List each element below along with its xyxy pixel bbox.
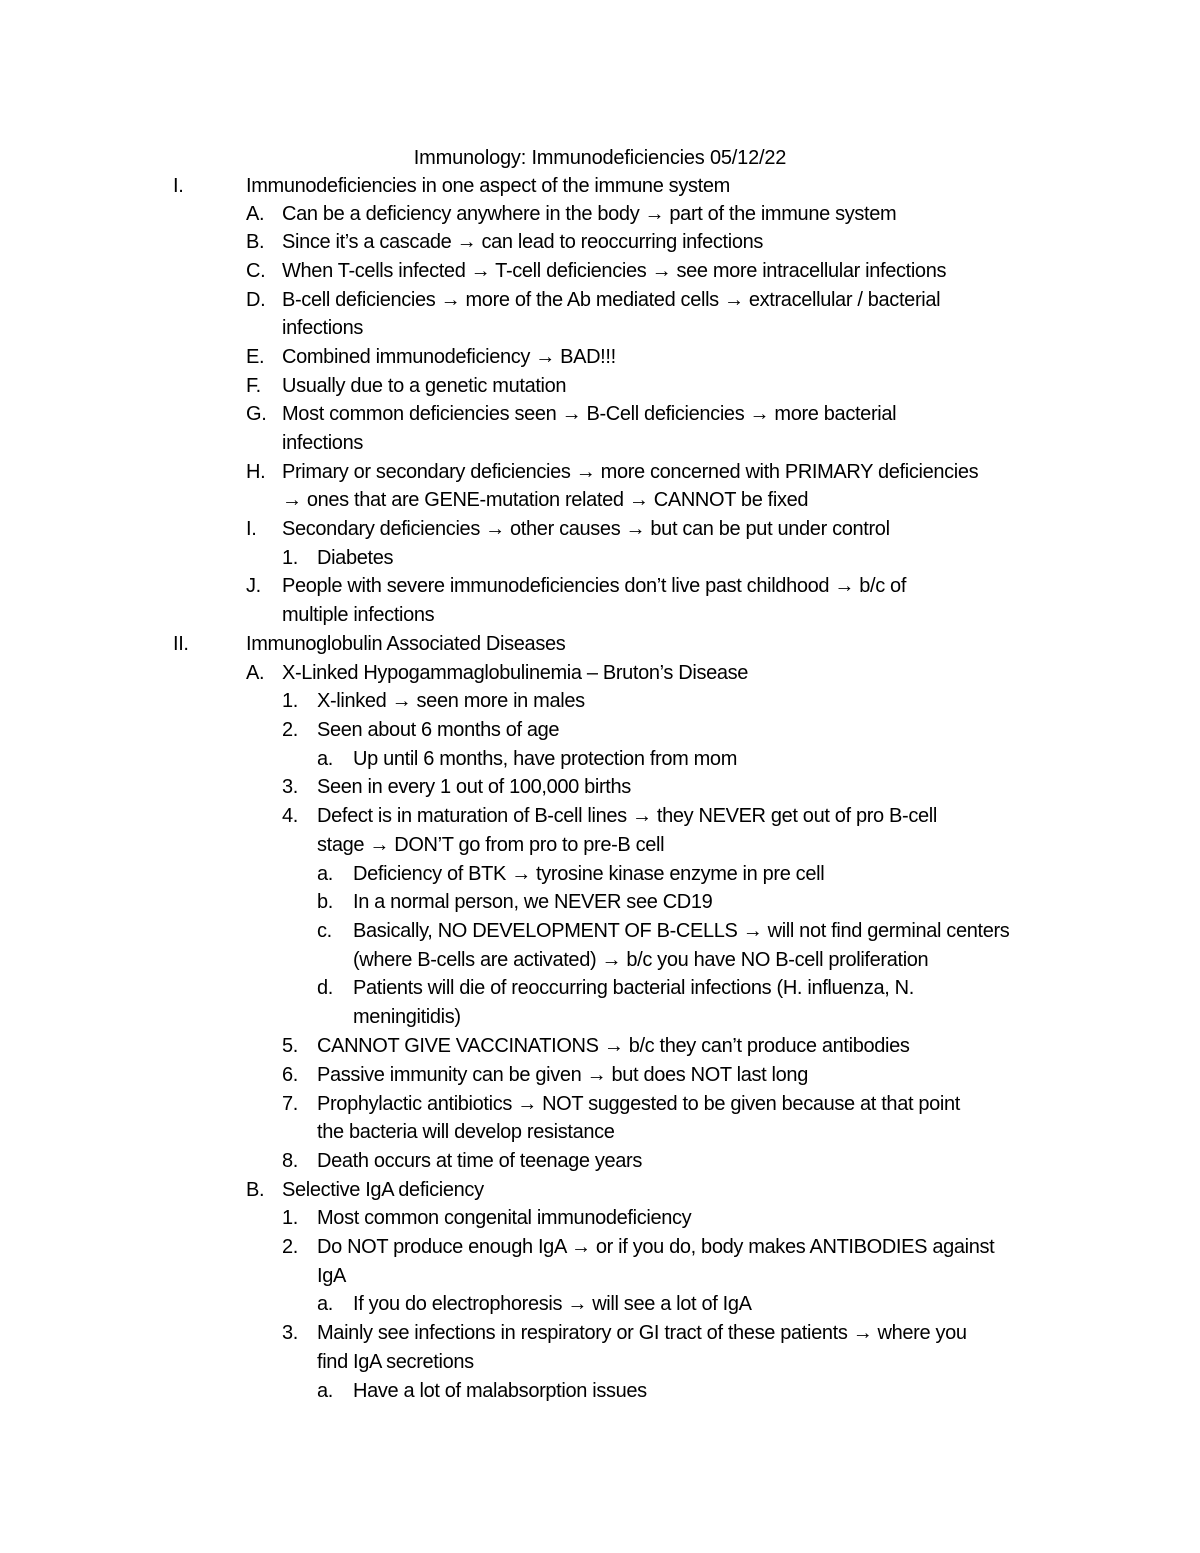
list-text: Can be a deficiency anywhere in the body → part of the immune system [282,203,897,225]
list-marker: a. [317,863,333,885]
list-text: Selective IgA deficiency [282,1179,484,1201]
list-marker: I. [173,175,184,197]
list-marker: E. [246,346,265,368]
list-text: Mainly see infections in respiratory or GI tract of these patients → where you [317,1322,967,1344]
list-marker: C. [246,260,266,282]
list-text: People with severe immunodeficiencies don’t live past childhood → b/c of [282,575,907,597]
list-text: Most common deficiencies seen → B-Cell deficiencies → more bacterial [282,403,897,425]
list-text: Prophylactic antibiotics → NOT suggested to be given because at that point [317,1093,961,1115]
list-text: Most common congenital immunodeficiency [317,1207,692,1229]
list-text: Do NOT produce enough IgA → or if you do, body makes ANTIBODIES against [317,1236,995,1258]
list-marker: c. [317,920,332,942]
list-text: Since it’s a cascade → can lead to reoccurring infections [282,231,764,253]
list-text: Seen in every 1 out of 100,000 births [317,776,631,798]
list-text: Defect is in maturation of B-cell lines → they NEVER get out of pro B-cell [317,805,937,827]
list-text: Basically, NO DEVELOPMENT OF B-CELLS → will not find germinal centers [353,920,1010,942]
list-text: Secondary deficiencies → other causes → but can be put under control [282,518,890,540]
list-text: Immunoglobulin Associated Diseases [246,633,566,655]
list-text: find IgA secretions [317,1351,474,1373]
list-marker: B. [246,1179,265,1201]
list-marker: B. [246,231,265,253]
list-marker: 2. [282,1236,298,1258]
list-text: → ones that are GENE-mutation related → CANNOT be fixed [282,489,809,511]
list-marker: 7. [282,1093,298,1115]
list-text: meningitidis) [353,1006,461,1028]
list-marker: 4. [282,805,298,827]
list-marker: 1. [282,547,298,569]
list-marker: I. [246,518,257,540]
list-text: IgA [317,1265,346,1287]
list-text: Up until 6 months, have protection from mom [353,748,738,770]
list-marker: F. [246,375,261,397]
list-marker: b. [317,891,333,913]
list-marker: a. [317,748,333,770]
list-marker: a. [317,1380,333,1402]
list-text: X-Linked Hypogammaglobulinemia – Bruton’s Disease [282,662,749,684]
list-text: X-linked → seen more in males [317,690,585,712]
list-marker: a. [317,1293,333,1315]
list-marker: 5. [282,1035,298,1057]
list-marker: 8. [282,1150,298,1172]
list-text: Combined immunodeficiency → BAD!!! [282,346,616,368]
list-text: Seen about 6 months of age [317,719,560,741]
list-text: infections [282,317,363,339]
list-text: stage → DON’T go from pro to pre-B cell [317,834,665,856]
list-marker: 1. [282,1207,298,1229]
list-text: In a normal person, we NEVER see CD19 [353,891,713,913]
list-text: (where B-cells are activated) → b/c you have NO B-cell proliferation [353,949,929,971]
list-text: If you do electrophoresis → will see a lot of IgA [353,1293,752,1315]
list-text: multiple infections [282,604,435,626]
list-marker: 1. [282,690,298,712]
list-text: Immunodeficiencies in one aspect of the immune system [246,175,730,197]
list-text: the bacteria will develop resistance [317,1121,615,1143]
list-marker: d. [317,977,333,999]
list-text: CANNOT GIVE VACCINATIONS → b/c they can’t produce antibodies [317,1035,910,1057]
list-text: Primary or secondary deficiencies → more concerned with PRIMARY deficiencies [282,461,979,483]
list-text: Patients will die of reoccurring bacterial infections (H. influenza, N. [353,977,914,999]
list-marker: 3. [282,1322,298,1344]
page-title: Immunology: Immunodeficiencies 05/12/22 [413,147,787,169]
list-marker: 6. [282,1064,298,1086]
list-marker: H. [246,461,266,483]
list-text: B-cell deficiencies → more of the Ab mediated cells → extracellular / bacterial [282,289,941,311]
list-text: Diabetes [317,547,394,569]
list-text: Usually due to a genetic mutation [282,375,567,397]
list-marker: 3. [282,776,298,798]
list-marker: 2. [282,719,298,741]
list-marker: G. [246,403,267,425]
list-text: Death occurs at time of teenage years [317,1150,643,1172]
list-marker: II. [173,633,189,655]
list-marker: J. [246,575,261,597]
list-marker: D. [246,289,266,311]
list-text: Passive immunity can be given → but does NOT last long [317,1064,808,1086]
list-marker: A. [246,203,265,225]
list-text: When T-cells infected → T-cell deficiencies → see more intracellular infections [282,260,947,282]
list-text: Have a lot of malabsorption issues [353,1380,647,1402]
list-marker: A. [246,662,265,684]
list-text: Deficiency of BTK → tyrosine kinase enzyme in pre cell [353,863,825,885]
list-text: infections [282,432,363,454]
